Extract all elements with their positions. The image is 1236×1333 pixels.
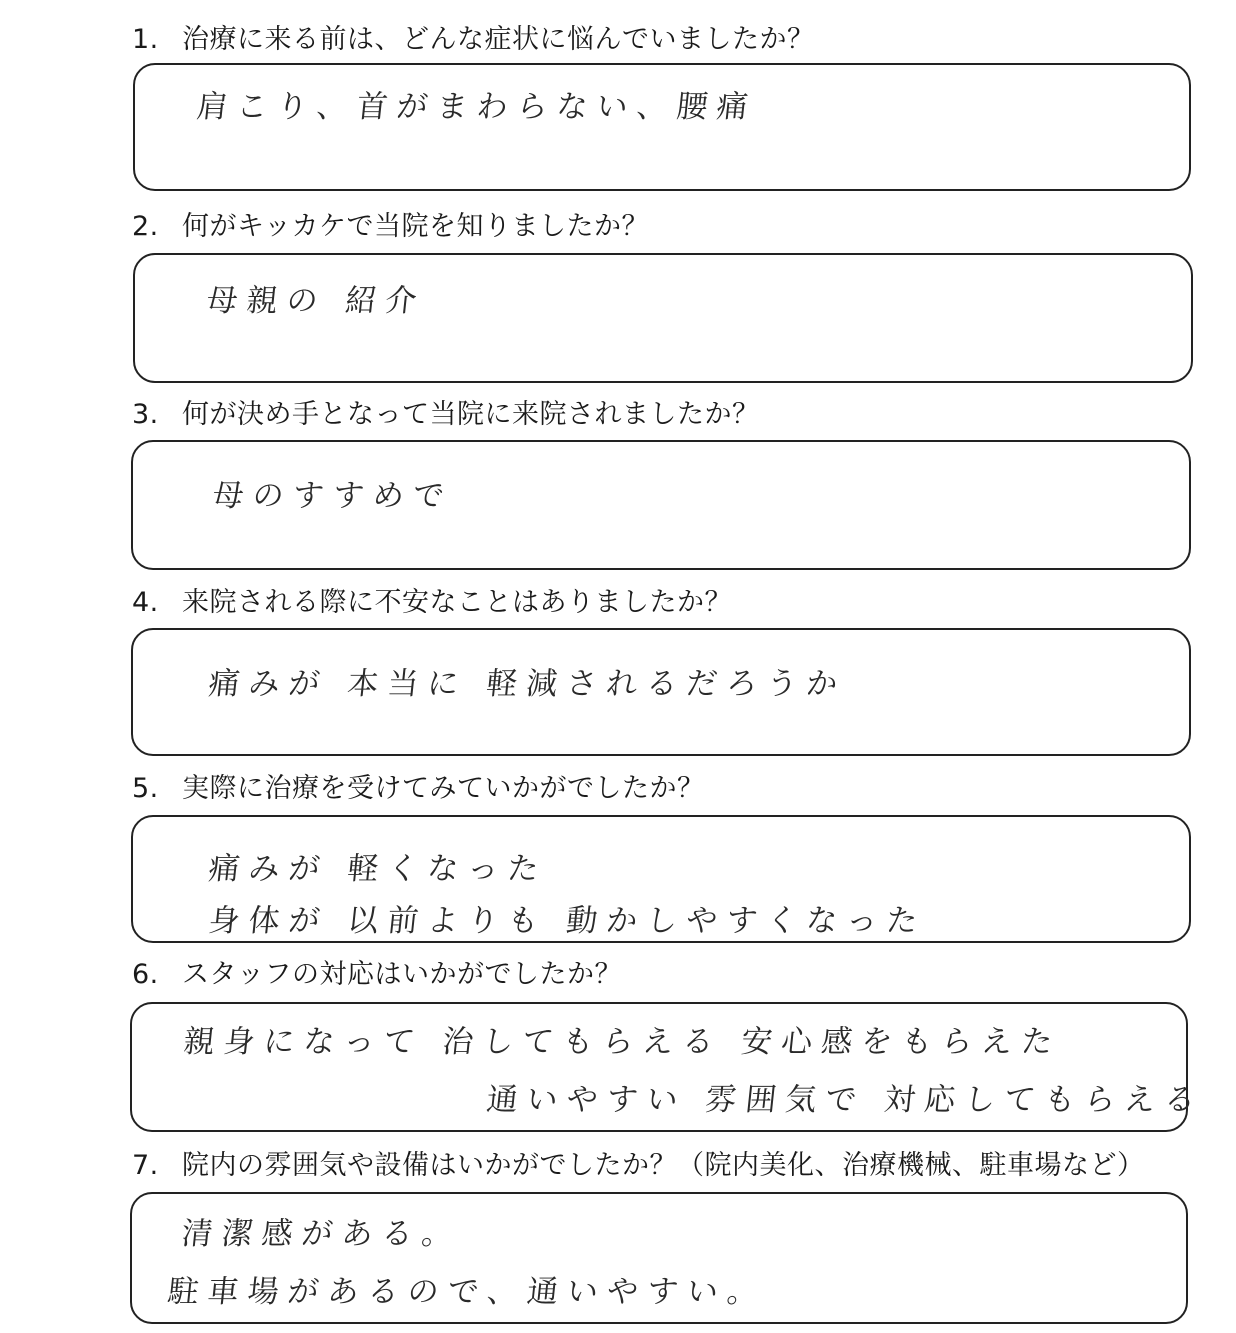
answer-line: 肩こり、首がまわらない、腰痛 [194,89,759,125]
question-number: 3. [132,399,159,430]
answer-line: 痛みが 軽くなった [206,851,550,887]
answer-line: 身体が 以前よりも 動かしやすくなった [206,903,929,939]
question-1 [132,20,815,60]
answer-line: 通いやすい 雰囲気で 対応してもらえる [484,1082,1207,1118]
answer-box-4 [131,628,1191,756]
question-3 [132,395,760,435]
question-text: 実際に治療を受けてみていかがでしたか？ [182,773,705,804]
answer-box-6 [130,1002,1207,1132]
answer-box-5 [131,815,1191,943]
question-number: 2. [132,211,159,242]
question-number: 5. [132,773,159,804]
question-text: 来院される際に不安なことはありましたか？ [182,587,732,618]
answer-box-1 [133,63,1191,191]
question-text: 治療に来る前は、どんな症状に悩んでいましたか？ [182,24,815,55]
answer-line: 母のすすめで [210,478,455,514]
question-2 [132,207,649,247]
question-text: 何が決め手となって当院に来院されましたか？ [182,399,760,430]
question-text: 院内の雰囲気や設備はいかがでしたか？（院内美化、治療機械、駐車場など） [182,1150,1145,1181]
question-5 [132,769,705,809]
answer-line: 痛みが 本当に 軽減されるだろうか [206,666,849,702]
question-text: スタッフの対応はいかがでしたか？ [182,959,622,990]
question-text: 何がキッカケで当院を知りましたか？ [182,211,649,242]
question-number: 1. [132,24,159,55]
answer-box-7 [130,1192,1188,1324]
answer-box-2 [133,253,1193,383]
question-6 [132,955,622,995]
answer-box-3 [131,440,1191,570]
question-number: 6. [132,959,159,990]
question-number: 4. [132,587,159,618]
answer-line: 駐車場があるので、通いやすい。 [165,1274,769,1310]
question-number: 7. [132,1150,159,1181]
question-7 [132,1146,1145,1186]
question-4 [132,583,732,623]
answer-line: 清潔感がある。 [179,1216,464,1252]
answer-line: 母親の 紹介 [204,283,428,319]
answer-line: 親身になって 治してもらえる 安心感をもらえた [181,1024,1064,1060]
